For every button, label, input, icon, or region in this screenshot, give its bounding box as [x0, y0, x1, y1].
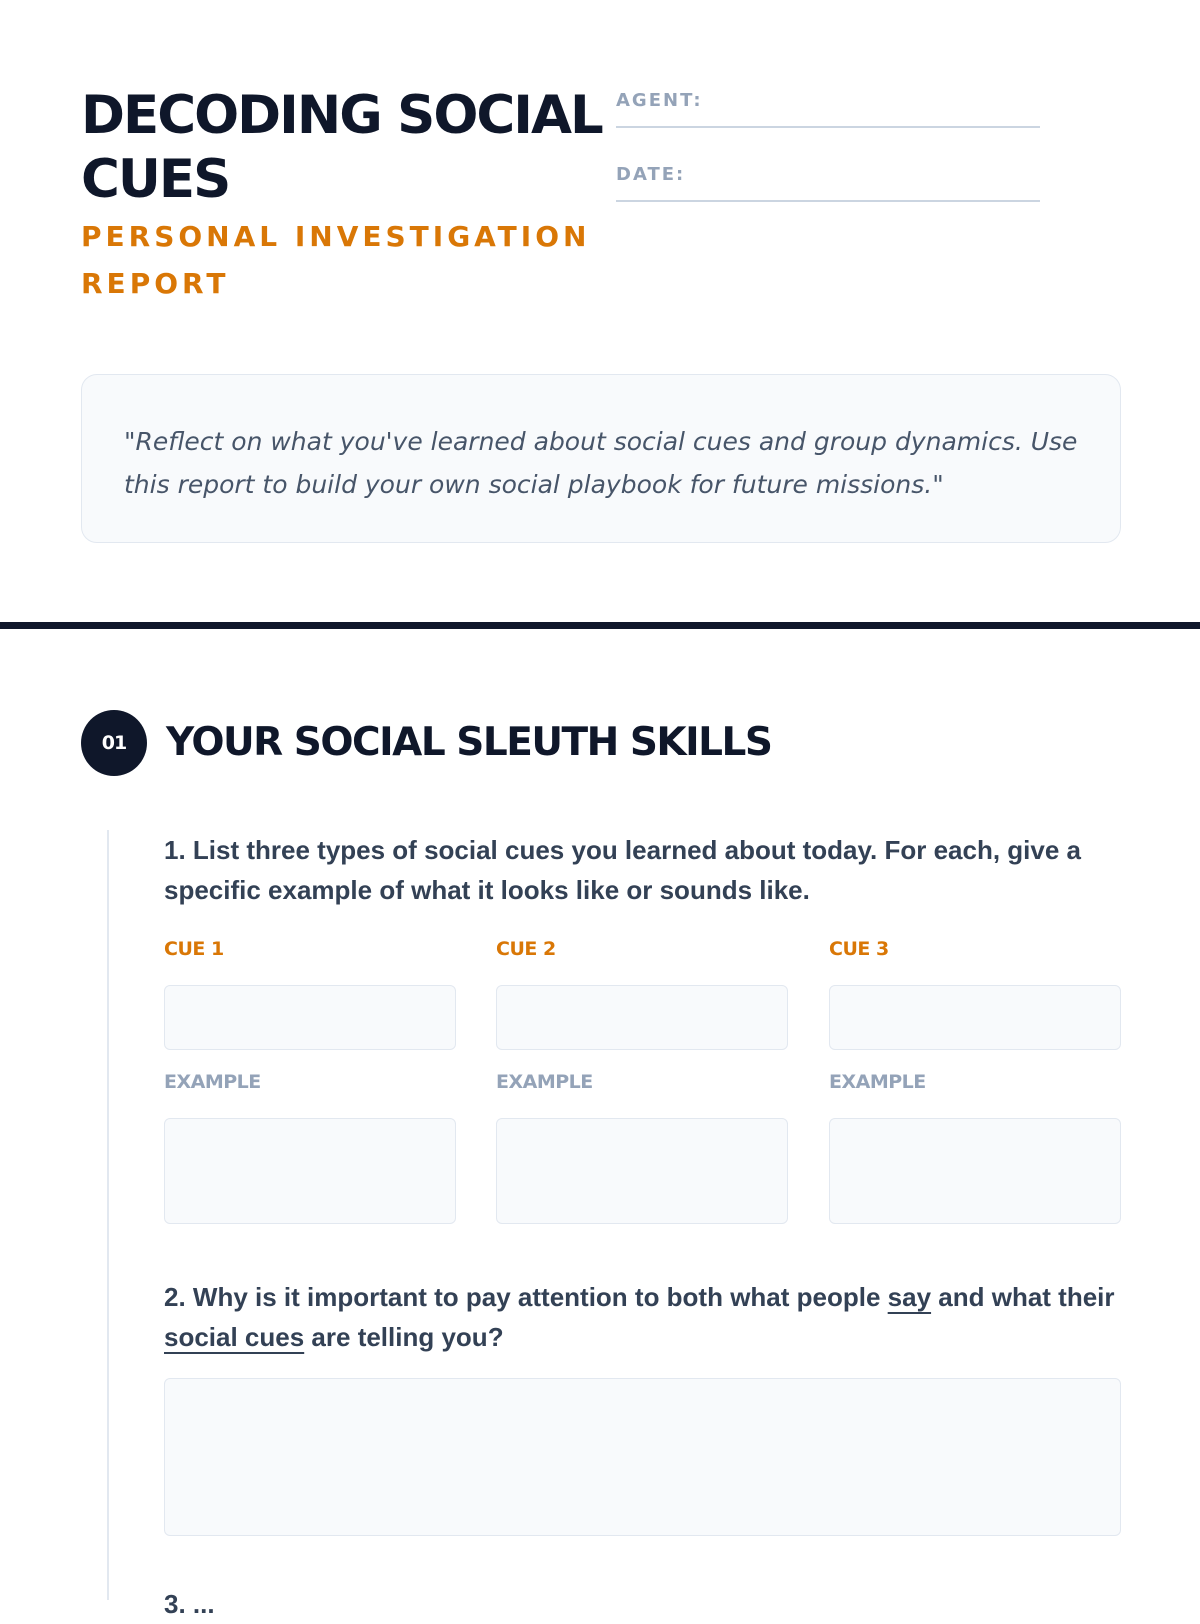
- cue-2-input[interactable]: [496, 985, 788, 1050]
- instruction-quote-box: [81, 374, 1121, 543]
- example-3-label: EXAMPLE: [829, 1071, 926, 1093]
- example-2-input[interactable]: [496, 1118, 788, 1224]
- question-2-middle: and what their: [931, 1282, 1115, 1312]
- date-input[interactable]: [726, 158, 1040, 198]
- date-field: [616, 158, 1040, 202]
- agent-field: [616, 84, 1040, 128]
- cue-1-input[interactable]: [164, 985, 456, 1050]
- date-label: DATE:: [616, 164, 686, 185]
- cue-2-label: CUE 2: [496, 938, 556, 960]
- page-title: DECODING SOCIAL CUES: [81, 85, 602, 210]
- instruction-quote: "Reflect on what you've learned about social cues and group dynamics. Use this report to build your own social playbook for future missions.": [124, 427, 1078, 499]
- question-3-partial: 3. ...: [164, 1589, 215, 1619]
- cue-3-input[interactable]: [829, 985, 1121, 1050]
- section-divider: [0, 622, 1200, 629]
- example-1-label: EXAMPLE: [164, 1071, 261, 1093]
- question-2-emphasis-say: say: [887, 1282, 932, 1312]
- agent-input[interactable]: [726, 84, 1040, 124]
- question-2-emphasis-social-cues: social cues: [164, 1322, 305, 1352]
- agent-label: AGENT:: [616, 90, 703, 111]
- section-rail: [107, 830, 109, 1600]
- section-number-badge: 01: [81, 710, 147, 776]
- question-1: 1. List three types of social cues you learned about today. For each, give a specific example of what it looks like or sounds like.: [164, 835, 1082, 905]
- example-1-input[interactable]: [164, 1118, 456, 1224]
- cue-1-label: CUE 1: [164, 938, 224, 960]
- section-title: YOUR SOCIAL SLEUTH SKILLS: [166, 720, 772, 765]
- cue-3-label: CUE 3: [829, 938, 889, 960]
- question-2: [164, 1277, 1124, 1357]
- example-2-label: EXAMPLE: [496, 1071, 593, 1093]
- page-subtitle: PERSONAL INVESTIGATION REPORT: [81, 220, 591, 300]
- example-3-input[interactable]: [829, 1118, 1121, 1224]
- question-2-prefix: 2. Why is it important to pay attention to both what people: [164, 1282, 888, 1312]
- question-2-answer-input[interactable]: [164, 1378, 1121, 1536]
- question-2-suffix: are telling you?: [304, 1322, 504, 1352]
